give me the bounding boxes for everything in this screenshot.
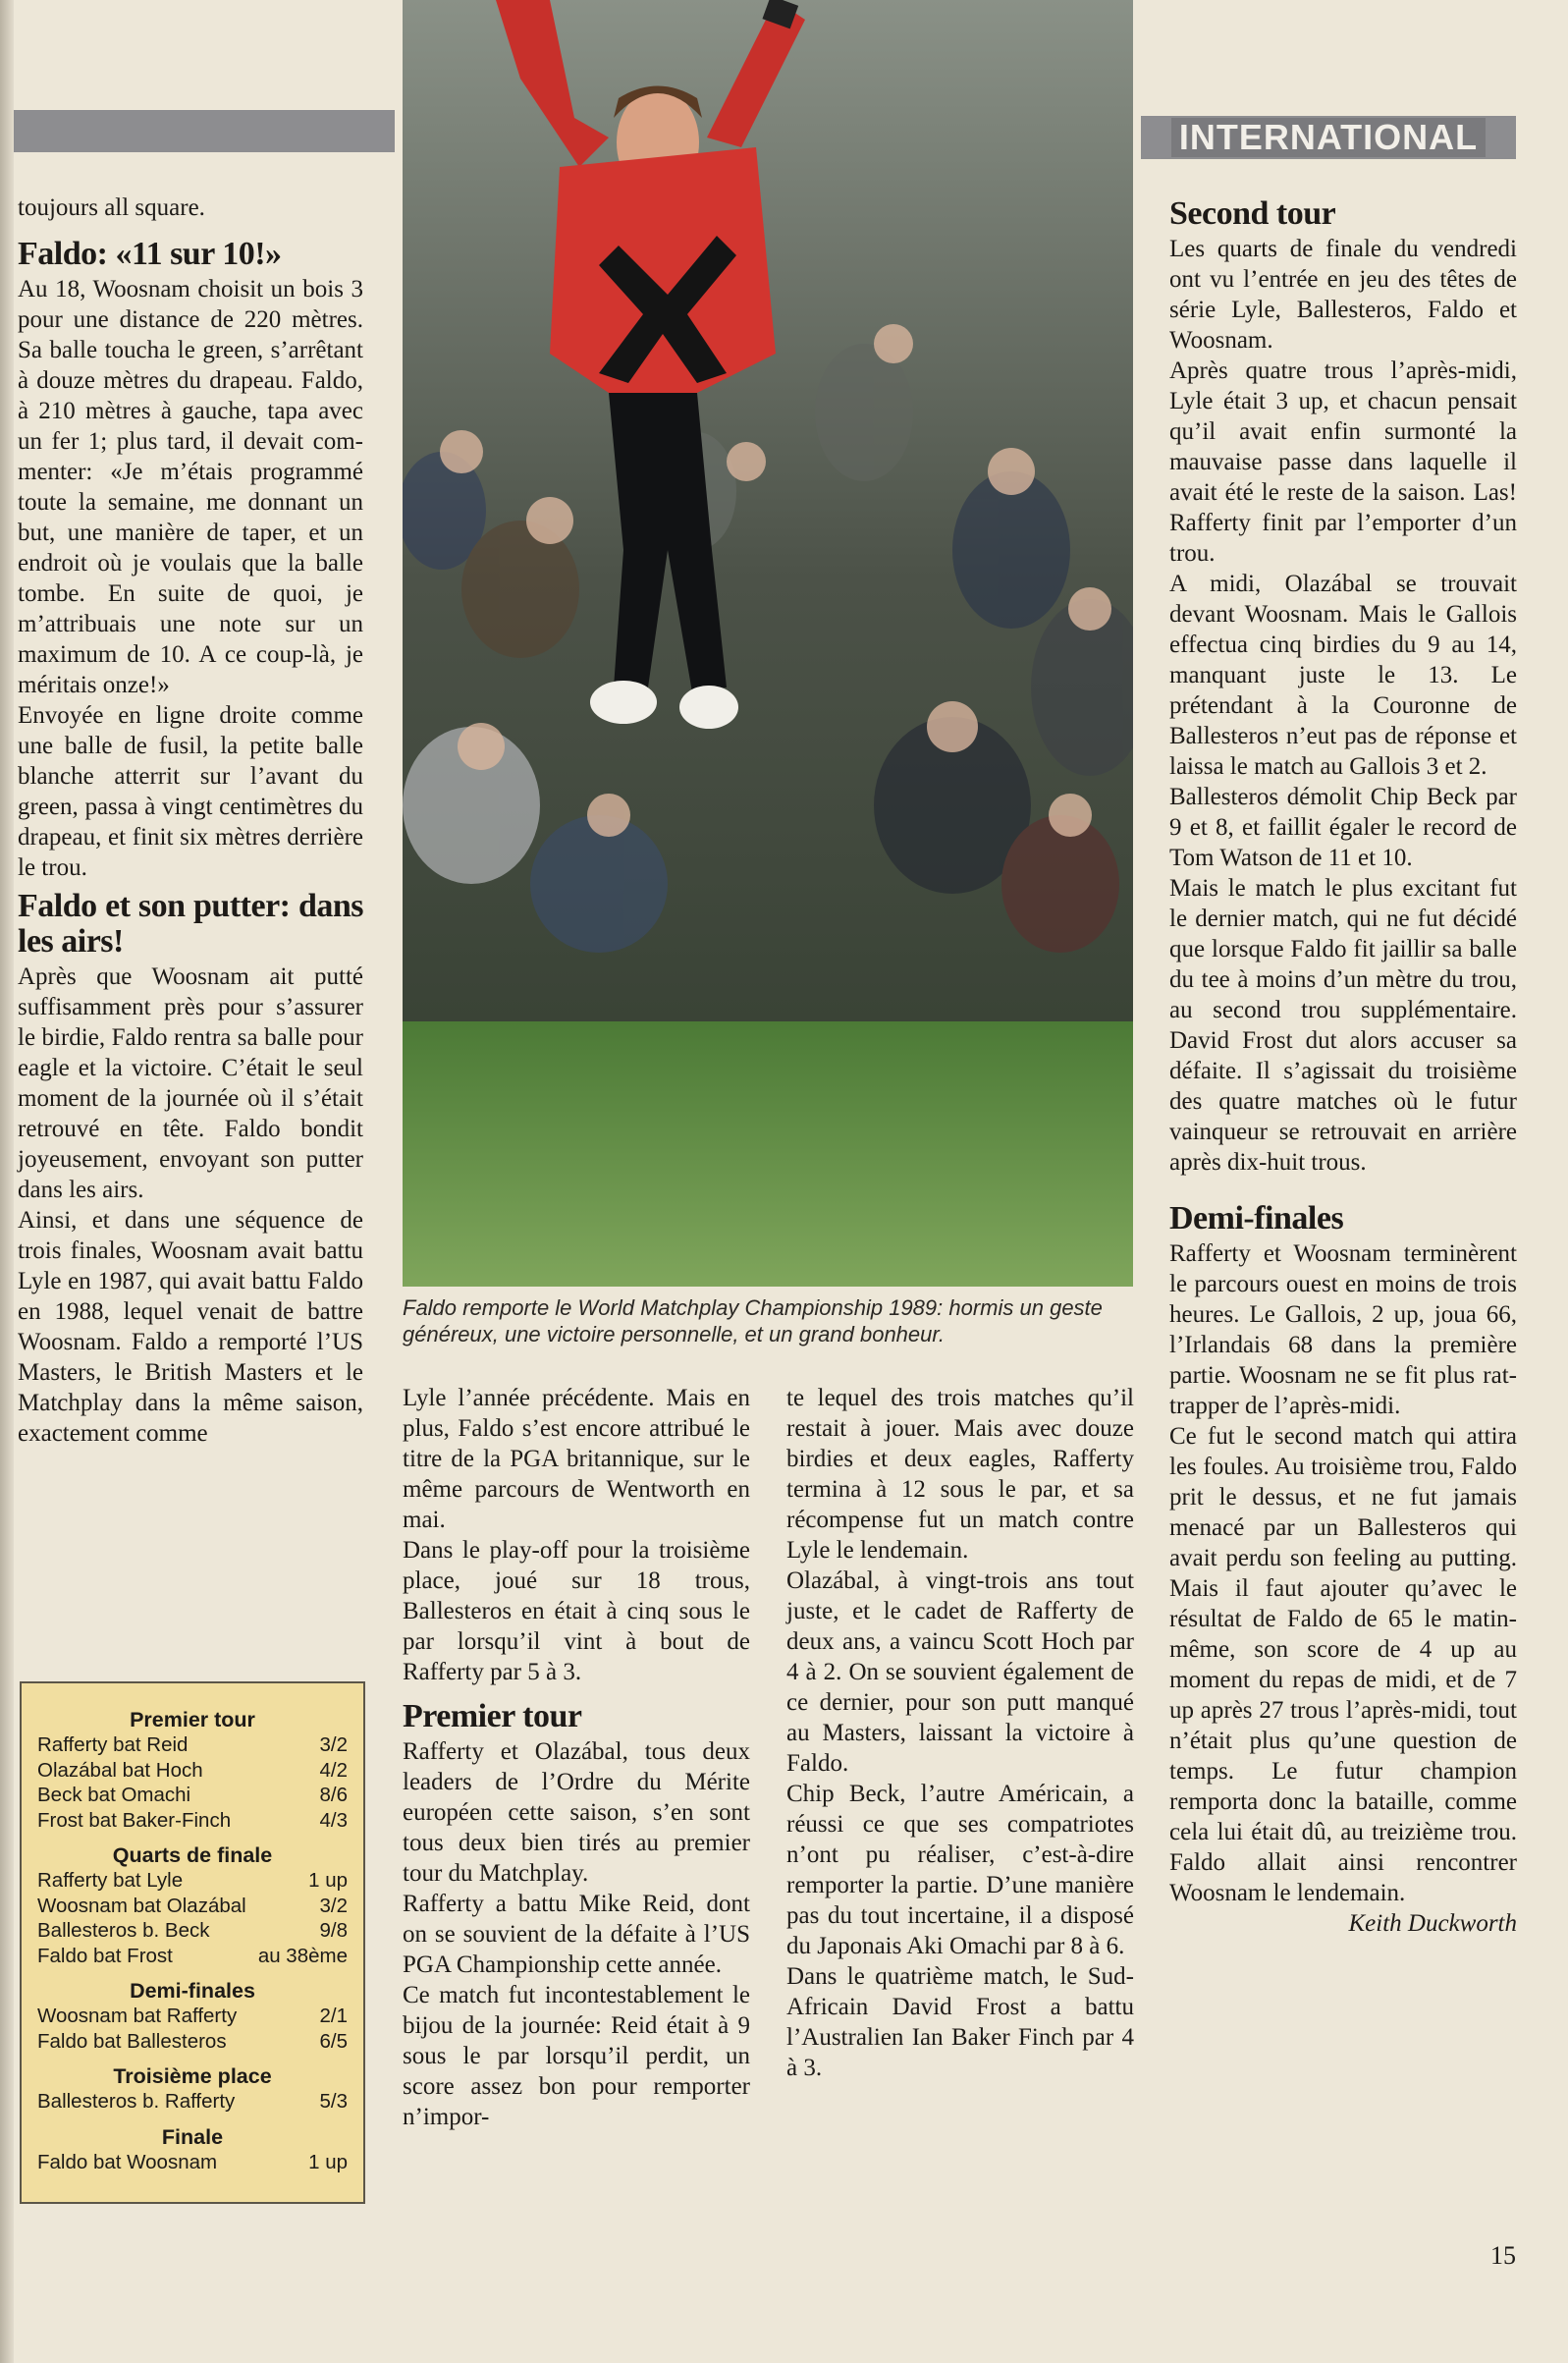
paragraph: toujours all square. [18,194,205,221]
match-label: Faldo bat Frost [37,1944,173,1967]
photo-caption: Faldo remporte le World Matchplay Championship 1989: hormis un geste généreux, une victoire personnelle, et un grand bonheur. [403,1295,1103,1346]
paragraph: Les quarts de finale du vendredi ont vu l’entrée en jeu des têtes de série Lyle, Ballesteros, Faldo et Woosnam. [1169,236,1517,354]
article-column-3 [786,1383,1134,2083]
paragraph: te lequel des trois matches qu’il restait à jouer. Mais avec douze birdies et deux eagles, Rafferty termina à 12 sous le par, et sa récompense fut un match contre Lyle le lendemain. [786,1385,1134,1564]
match-label: Beck bat Omachi [37,1784,191,1806]
match-label: Ballesteros b. Rafferty [37,2090,236,2113]
match-score: 9/8 [319,1919,348,1942]
subheading: Faldo: «11 sur 10!» [18,236,282,272]
section-header-bar [1141,116,1516,159]
match-label: Faldo bat Woosnam [37,2150,218,2173]
match-label: Olazábal bat Hoch [37,1758,203,1782]
results-box [20,1681,365,2204]
results-section-title: Finale [161,2124,224,2149]
match-score: 3/2 [319,1894,348,1917]
section-label: INTERNATIONAL [1171,118,1486,157]
paragraph: Après que Woosnam ait putté suffisamment près pour s’assurer le birdie, Faldo rentra sa balle pour eagle et la victoire. C’était le seul moment de la journée où il s’était retrouvé en tête. Faldo bondit joyeusement, envoyant son putter dans les airs. [18,963,363,1203]
subheading: Faldo et son putter: dans les airs! [18,888,363,960]
match-label: Frost bat Baker-Finch [37,1808,232,1832]
paragraph: Ce fut le second match qui attira les foules. Au troisième trou, Faldo prit le dessus, et ne fut jamais menacé par un Ballesteros qui avait perdu son feeling au putting. Mais il faut ajouter qu’avec le résultat de Faldo de 65 le matinmême, son score de 4 up au moment du repas de midi, et de 7 up après 27 trous l’après-midi, tout n’était plus qu’une question de temps. Le futur champion remporta donc la bataille, comme cela lui était dû, au treizième trou. Faldo allait ainsi rencontrer Woosnam le lendemain. [1169,1423,1517,1906]
paragraph: Dans le play-off pour la troisième place, joué sur 18 trous, Ballesteros en était à cinq sous le par lorsqu’il vint à bout de Rafferty par 5 à 3. [403,1537,750,1685]
results-row [37,1918,348,1944]
match-score: au 38ème [257,1944,348,1967]
paragraph: Chip Beck, l’autre Américain, a réussi ce que ses compatriotes n’ont pu réaliser, c’est-à-dire remporter la partie. D’une manière pas du tout incertaine, il a disposé du Japonais Aki Omachi par 8 à 6. [786,1781,1134,1959]
paragraph: Au 18, Woosnam choisit un bois 3 pour une distance de 220 mètres. Sa balle toucha le green, s’arrêtant à douze mètres du drapeau. Faldo, à 210 mètres à gauche, tapa avec un fer 1; plus tard, il devait commenter: «Je m’étais programmé toute la semaine, me donnant un but, une manière de taper, et un endroit où je voulais que la balle tombe. En suite de quoi, je m’attribuais une note sur un maximum de 10. A ce coup-là, je méritais onze!» [18,276,363,698]
match-label: Faldo bat Ballesteros [37,2029,227,2053]
results-section-title: Quarts de finale [112,1843,273,1867]
match-label: Rafferty bat Lyle [37,1869,184,1892]
paragraph: Ainsi, et dans une séquence de trois finales, Woosnam avait battu Lyle en 1987, qui avait battu Faldo en 1988, lequel venait de battre Woosnam. Faldo a remporté l’US Masters, le British Masters et le Matchplay dans la même saison, exactement comme [18,1207,363,1447]
match-label: Ballesteros b. Beck [37,1919,210,1942]
section-header-bar-left [14,110,395,152]
results-row [37,1944,348,1969]
match-label: Woosnam bat Rafferty [37,2005,238,2027]
results-row [37,1783,348,1808]
page-binding-edge [0,0,14,2363]
results-row [37,1894,348,1919]
paragraph: Olazábal, à vingt-trois ans tout juste, et le cadet de Rafferty de deux ans, a vaincu Scott Hoch par 4 à 2. On se souvient également de ce dernier, pour son putt manqué au Masters, laissant la victoire à Faldo. [786,1567,1134,1777]
results-row [37,2004,348,2029]
results-row [37,1868,348,1894]
paragraph: Rafferty et Olazábal, tous deux leaders de l’Ordre du Mérite européen cette saison, s’en sont tous deux bien tirés au premier tour du Matchplay. [403,1738,750,1887]
article-column-2 [403,1383,750,2132]
match-score: 5/3 [319,2090,348,2113]
match-label: Woosnam bat Olazábal [37,1894,246,1917]
article-column-1 [18,192,363,1449]
match-score: 4/3 [319,1808,348,1832]
results-row [37,1758,348,1784]
results-row [37,2029,348,2055]
match-score: 2/1 [319,2005,348,2027]
match-score: 6/5 [319,2029,348,2053]
paragraph: Ce match fut incontestablement le bijou de la journée: Reid était à 9 sous le par lorsqu’il perdit, un score assez bon pour remporter n’impor- [403,1982,750,2130]
paragraph: Après quatre trous l’après-midi, Lyle était 3 up, et chacun pensait qu’il avait enfin surmonté la mauvaise passe dans laquelle il avait été le reste de la saison. Las! Rafferty finit par l’emporter d’un trou. [1169,357,1517,567]
page-number: 15 [1490,2241,1516,2270]
subheading: Premier tour [403,1698,582,1734]
paragraph: Lyle l’année précédente. Mais en plus, Faldo s’est encore attribué le titre de la PGA britannique, sur le même parcours de Wentworth en mai. [403,1385,750,1533]
paragraph: Ballesteros démolit Chip Beck par 9 et 8, et faillit égaler le record de Tom Watson de 11 et 10. [1169,784,1517,871]
match-score: 4/2 [319,1758,348,1782]
paragraph: Rafferty et Woosnam terminèrent le parcours ouest en moins de trois heures. Le Gallois, 2 up, joua 66, l’Irlandais 68 dans la première partie. Woosnam ne se fit plus rattrapper de l’après-midi. [1169,1240,1517,1419]
results-row [37,1732,348,1758]
paragraph: Envoyée en ligne droite comme une balle de fusil, la petite balle blanche atterrit sur l’avant du green, passa à vingt centimètres du drapeau, et finit six mètres derrière le trou. [18,702,363,881]
results-section-title: Premier tour [130,1708,255,1731]
paragraph: Mais le match le plus excitant fut le dernier match, qui ne fut décidé que lorsque Faldo fit jaillir sa balle du tee à moins d’un mètre du trou, au second trou supplémentaire. David Frost dut alors accuser sa défaite. Il s’agissait du troisième des quatre matches où le futur vainqueur se retrouvait en arrière après dix-huit trous. [1169,875,1517,1176]
results-row [37,1808,348,1834]
paragraph: Rafferty a battu Mike Reid, dont on se souvient de la défaite à l’US PGA Championship cette année. [403,1891,750,1978]
golfer-jumping-photo [403,0,1133,1287]
results-row [37,2089,348,2115]
author-signature: Keith Duckworth [1348,1910,1517,1937]
results-section-title: Demi-finales [130,1979,255,2003]
paragraph: Dans le quatrième match, le Sud-Africain David Frost a battu l’Australien Ian Baker Finch par 4 à 3. [786,1963,1134,2081]
article-column-4 [1169,196,1517,1939]
match-score: 3/2 [319,1733,348,1756]
results-section-title: Troisième place [113,2064,272,2088]
results-row [37,2150,348,2175]
match-label: Rafferty bat Reid [37,1733,189,1756]
subheading: Demi-finales [1169,1200,1344,1236]
match-score: 8/6 [319,1784,348,1806]
match-score: 1 up [308,2150,348,2173]
subheading: Second tour [1169,195,1336,232]
match-score: 1 up [308,1869,348,1892]
paragraph: A midi, Olazábal se trouvait devant Woosnam. Mais le Gallois effectua cinq birdies du 9 au 14, manquant juste le 13. Le prétendant à la Couronne de Ballesteros n’eut pas de réponse et laissa le match au Gallois 3 et 2. [1169,571,1517,780]
